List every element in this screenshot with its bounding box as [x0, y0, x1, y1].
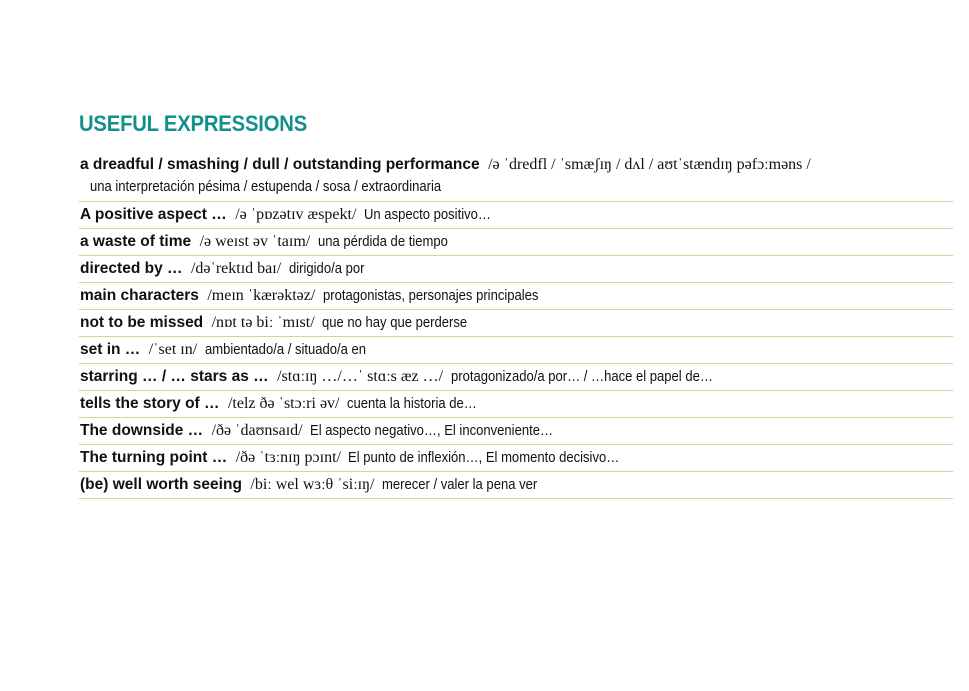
expression-pronunciation: /ə weɪst əv ˈtaɪm/ [199, 233, 311, 250]
expression-pronunciation: /ðə ˈtɜːnɪŋ pɔɪnt/ [235, 449, 341, 466]
expression-translation: El aspecto negativo…, El inconveniente… [310, 423, 554, 439]
expression-row [79, 202, 953, 229]
expression-row [79, 391, 953, 418]
expression-term: The turning point … [80, 449, 228, 466]
expression-row [79, 310, 953, 337]
expression-row [79, 229, 953, 256]
expression-pronunciation: /nɒt tə biː ˈmɪst/ [211, 314, 315, 331]
expression-pronunciation: /biː wel wɜːθ ˈsiːɪŋ/ [250, 476, 375, 493]
expression-translation: cuenta la historia de… [346, 396, 477, 412]
expression-pronunciation: /stɑːɪŋ …/…ˈ stɑːs æz …/ [277, 368, 444, 385]
expression-row [79, 472, 953, 499]
expression-pronunciation: /meɪn ˈkærəktəz/ [207, 287, 316, 304]
useful-expressions-section [79, 110, 953, 499]
expression-row [79, 256, 953, 283]
expression-term: set in … [80, 341, 141, 358]
expression-term: A positive aspect … [80, 206, 227, 223]
expression-row [79, 152, 953, 202]
expression-term: starring … / … stars as … [80, 368, 269, 385]
expression-translation: una interpretación pésima / estupenda / sosa / extraordinaria [90, 179, 442, 195]
expression-pronunciation: /dəˈrektɪd baɪ/ [190, 260, 282, 277]
expression-translation: merecer / valer la pena ver [381, 477, 538, 493]
expression-term: not to be missed [80, 314, 204, 331]
expression-pronunciation: /telz ðə ˈstɔːri əv/ [227, 395, 340, 412]
expression-pronunciation: /ˈset ɪn/ [148, 341, 198, 358]
expression-pronunciation: /ə ˈpɒzətɪv æspekt/ [235, 206, 357, 223]
expression-translation: protagonizado/a por… / …hace el papel de… [450, 369, 713, 385]
expression-translation: Un aspecto positivo… [363, 207, 491, 223]
expression-translation: protagonistas, personajes principales [322, 288, 539, 304]
expression-term: directed by … [80, 260, 183, 277]
expression-row [79, 364, 953, 391]
expression-term: (be) well worth seeing [80, 476, 242, 493]
expression-term: a dreadful / smashing / dull / outstanding performance [80, 156, 480, 173]
expressions-list [79, 152, 953, 499]
expression-row [79, 445, 953, 472]
expression-pronunciation: /ə ˈdredfl / ˈsmæʃɪŋ / dʌl / aʊtˈstændɪŋ pəfɔːməns / [488, 156, 811, 173]
expression-translation: dirigido/a por [288, 261, 365, 277]
expression-translation: una pérdida de tiempo [317, 234, 448, 250]
expression-term: a waste of time [80, 233, 192, 250]
expression-term: The downside … [80, 422, 204, 439]
expression-row [79, 418, 953, 445]
expression-row [79, 337, 953, 364]
expression-translation: El punto de inflexión…, El momento decisivo… [348, 450, 620, 466]
expression-translation: que no hay que perderse [322, 315, 468, 331]
expression-term: tells the story of … [80, 395, 220, 412]
expression-translation-line [80, 176, 953, 198]
section-title: USEFUL EXPRESSIONS [79, 111, 308, 136]
expression-pronunciation: /ðə ˈdaʊnsaɪd/ [211, 422, 303, 439]
expression-term: main characters [80, 287, 199, 304]
expression-row [79, 283, 953, 310]
expression-translation: ambientado/a / situado/a en [204, 342, 366, 358]
